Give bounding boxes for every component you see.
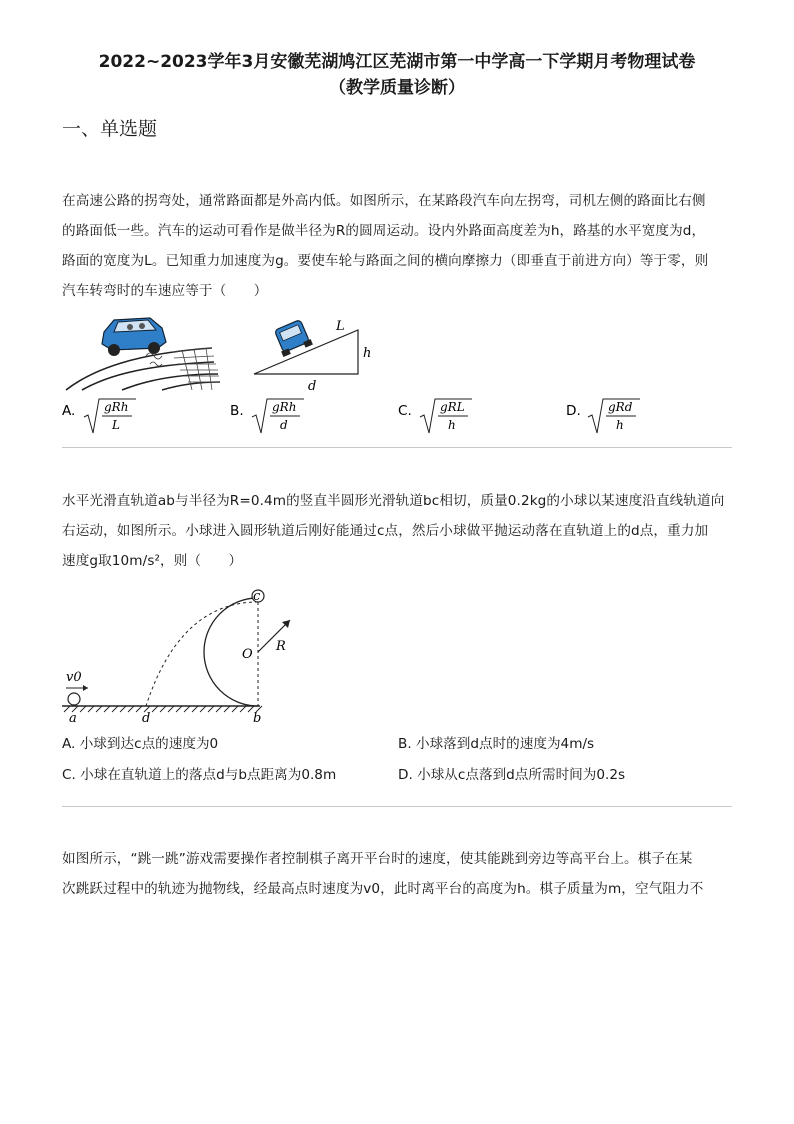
q1-option-a[interactable] <box>62 397 152 443</box>
incline-diagram <box>250 312 380 396</box>
label-R: R <box>276 639 286 654</box>
label-L: L <box>336 319 345 334</box>
option-numerator: gRL <box>440 400 465 414</box>
divider <box>62 806 732 807</box>
q1-stem <box>62 186 730 306</box>
q1-stem-line: 的路面低一些。汽车的运动可看作是做半径为R的圆周运动。设内外路面高度差为h，路基的水平宽度为d， <box>62 223 706 239</box>
section-heading: 一、单选题 <box>62 118 158 140</box>
option-numerator: gRh <box>272 400 297 414</box>
option-numerator: gRh <box>104 400 129 414</box>
q1-option-c[interactable] <box>398 397 488 443</box>
option-text: 小球从c点落到d点所需时间为0.2s <box>417 767 626 783</box>
option-formula <box>566 397 656 437</box>
option-text: 小球到达c点的速度为0 <box>79 736 219 752</box>
divider <box>62 447 732 448</box>
q1-option-b[interactable] <box>230 397 320 443</box>
option-denominator: h <box>616 418 624 432</box>
label-c: c <box>253 589 261 604</box>
label-d: d <box>308 379 317 394</box>
option-label: B. <box>398 736 412 752</box>
page-title: 2022~2023学年3月安徽芜湖鸠江区芜湖市第一中学高一下学期月考物理试卷 <box>98 52 696 72</box>
q3-stem-line: 次跳跃过程中的轨迹为抛物线，经最高点时速度为v0，此时离平台的高度为h。棋子质量为m，空气阻力不 <box>62 881 704 897</box>
label-v0: v0 <box>66 670 82 685</box>
q3-stem-line: 如图所示，“跳一跳”游戏需要操作者控制棋子离开平台时的速度，使其能跳到旁边等高平台上。棋子在某 <box>62 851 693 867</box>
q2-stem-line: 速度g取10m/s²，则（ ） <box>62 553 243 569</box>
option-formula <box>230 397 320 437</box>
option-text: 小球在直轨道上的落点d与b点距离为0.8m <box>80 767 337 783</box>
q2-option-c[interactable] <box>62 765 336 785</box>
car-curve-illustration <box>62 312 222 392</box>
q2-option-b[interactable] <box>398 734 594 754</box>
label-d: d <box>142 711 151 724</box>
q1-stem-line: 汽车转弯时的车速应等于（ ） <box>62 283 268 299</box>
option-label: D. <box>398 767 413 783</box>
option-label: D. <box>566 403 581 419</box>
q1-stem-line: 路面的宽度为L。已知重力加速度为g。要使车轮与路面之间的横向摩擦力（即垂直于前进方向）等于零，则 <box>62 253 709 269</box>
label-a: a <box>69 711 77 724</box>
q2-option-d[interactable] <box>398 765 625 785</box>
track-diagram <box>62 588 322 724</box>
page-subtitle: （教学质量诊断） <box>329 78 465 98</box>
label-h: h <box>363 346 372 361</box>
q2-stem-line: 右运动，如图所示。小球进入圆形轨道后刚好能通过c点，然后小球做平抛运动落在直轨道上的d点，重力加 <box>62 523 709 539</box>
option-label: A. <box>62 403 76 419</box>
option-label: C. <box>62 767 76 783</box>
option-label: A. <box>62 736 76 752</box>
q3-stem <box>62 844 730 904</box>
option-denominator: h <box>448 418 456 432</box>
q2-option-a[interactable] <box>62 734 218 754</box>
label-b: b <box>253 711 262 724</box>
option-label: C. <box>398 403 412 419</box>
q2-stem <box>62 486 730 576</box>
option-numerator: gRd <box>608 400 633 414</box>
option-text: 小球落到d点时的速度为4m/s <box>415 736 595 752</box>
q1-stem-line: 在高速公路的拐弯处，通常路面都是外高内低。如图所示，在某路段汽车向左拐弯，司机左侧的路面比右侧 <box>62 193 706 209</box>
q1-option-d[interactable] <box>566 397 656 443</box>
option-denominator: L <box>112 418 120 432</box>
option-denominator: d <box>280 418 288 432</box>
option-label: B. <box>230 403 244 419</box>
q2-stem-line: 水平光滑直轨道ab与半径为R=0.4m的竖直半圆形光滑轨道bc相切，质量0.2kg的小球以某速度沿直线轨道向 <box>62 493 725 509</box>
option-formula <box>398 397 488 437</box>
label-O: O <box>242 647 253 662</box>
option-formula <box>62 397 152 437</box>
